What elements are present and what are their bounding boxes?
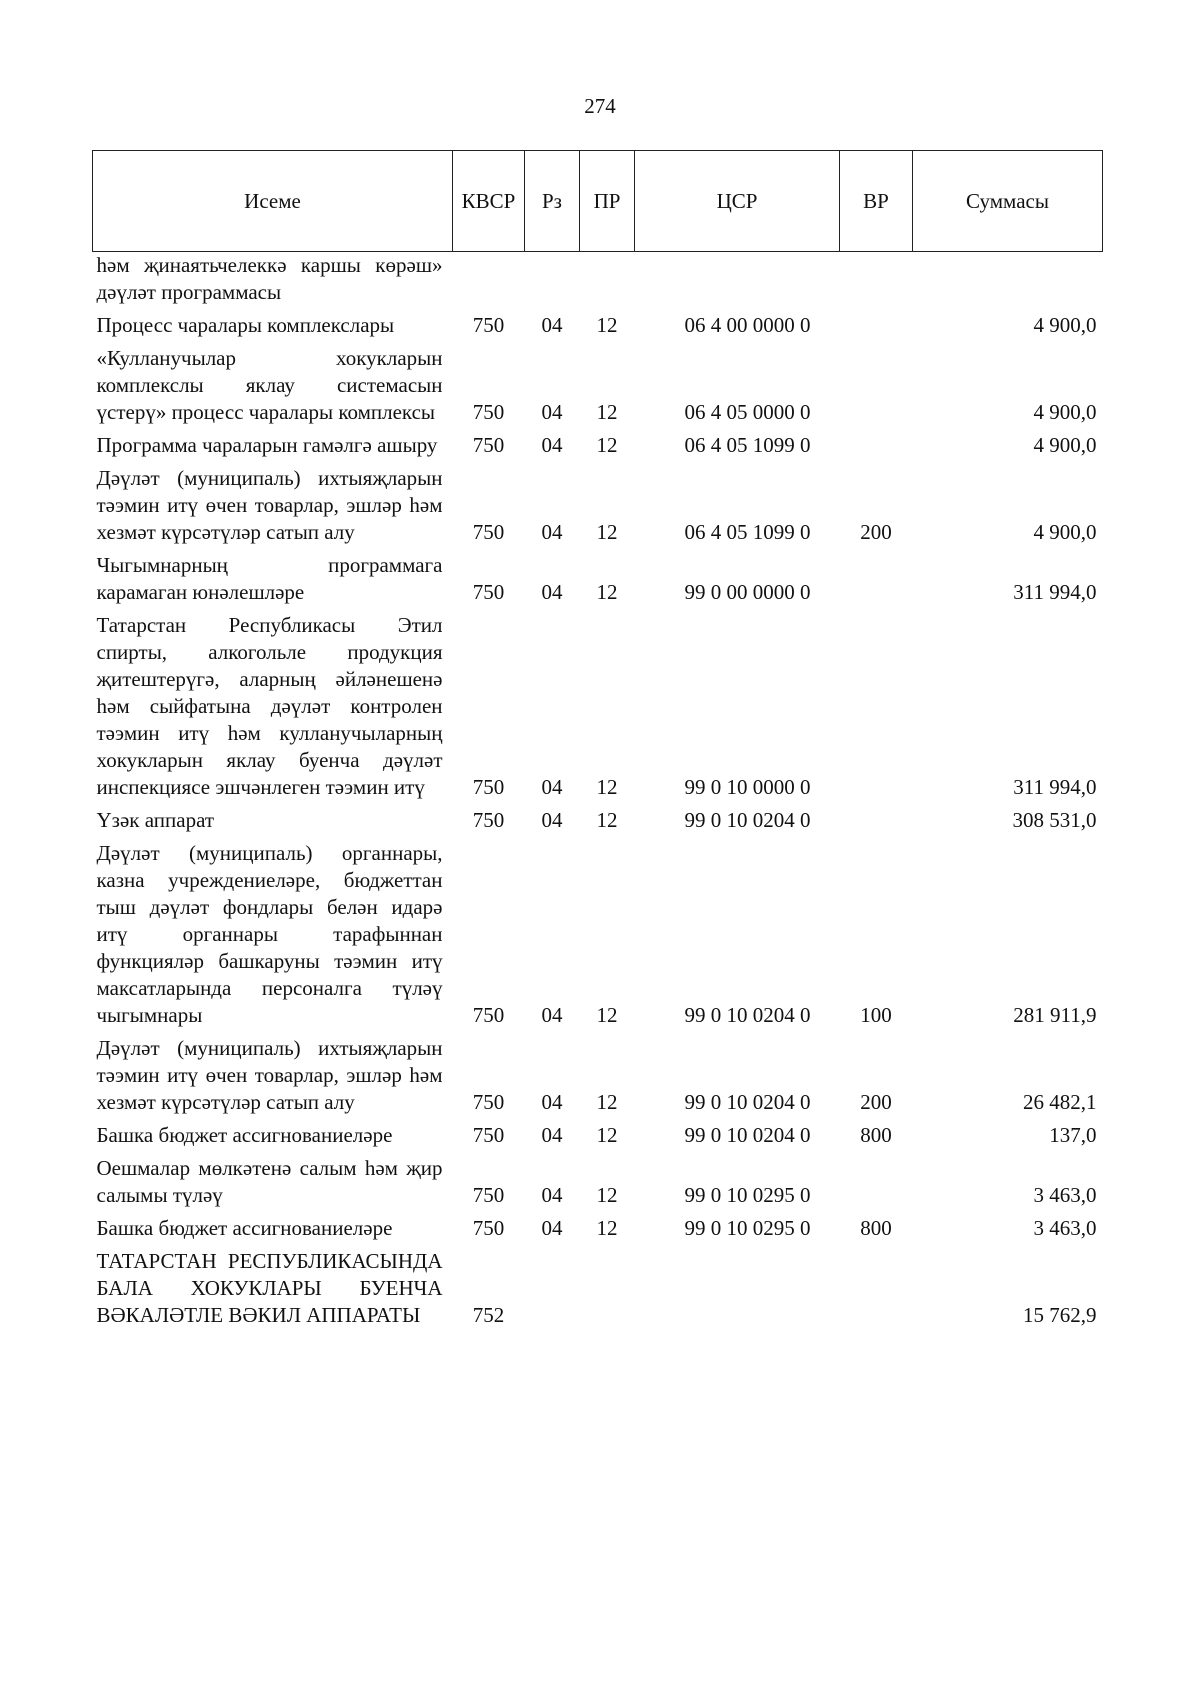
cell-rz: 04 bbox=[541, 775, 563, 799]
cell-vr bbox=[840, 342, 913, 429]
cell-name: «Кулланучылар хокукларын комплекслы яклау системасын үстерү» процесс чаралары комплексы bbox=[96, 346, 443, 424]
cell-vr bbox=[840, 309, 913, 342]
table-row bbox=[93, 429, 1103, 462]
cell-vr bbox=[840, 252, 913, 310]
cell-pr: 12 bbox=[596, 400, 618, 424]
cell-pr: 12 bbox=[596, 313, 618, 337]
table-row bbox=[93, 1152, 1103, 1212]
cell-name: Татарстан Республикасы Этил спирты, алкогольле продукция җитештерүгә, аларның әйләнешенә һәм сыйфатына дәүләт контролен тәэмин итү һәм кулланучыларның хокукларын яклау буенча дәүләт инспекциясе эшчәнлеген тәэмин итү bbox=[96, 613, 443, 799]
cell-vr: 800 bbox=[860, 1216, 892, 1240]
cell-vr bbox=[840, 549, 913, 609]
cell-csr: 99 0 10 0295 0 bbox=[684, 1216, 811, 1240]
cell-kvsr: 750 bbox=[472, 808, 505, 832]
cell-kvsr bbox=[453, 252, 525, 310]
table-row bbox=[93, 309, 1103, 342]
cell-sum: 15 762,9 bbox=[1023, 1303, 1097, 1327]
cell-csr: 06 4 00 0000 0 bbox=[684, 313, 811, 337]
cell-rz: 04 bbox=[541, 1216, 563, 1240]
cell-sum: 3 463,0 bbox=[1033, 1216, 1097, 1240]
cell-kvsr: 750 bbox=[472, 1216, 505, 1240]
cell-name: ТАТАРСТАН РЕСПУБЛИКАСЫНДА БАЛА ХОКУКЛАРЫ БУЕНЧА ВӘКАЛӘТЛЕ ВӘКИЛ АППАРАТЫ bbox=[96, 1249, 443, 1327]
table-row bbox=[93, 1119, 1103, 1152]
cell-sum: 4 900,0 bbox=[1033, 433, 1097, 457]
table-body bbox=[93, 252, 1103, 1333]
cell-vr bbox=[840, 804, 913, 837]
cell-kvsr: 750 bbox=[472, 433, 505, 457]
cell-name: Үзәк аппарат bbox=[96, 808, 215, 832]
cell-vr: 100 bbox=[860, 1003, 892, 1027]
cell-rz bbox=[525, 1245, 580, 1332]
cell-vr bbox=[840, 1245, 913, 1332]
cell-pr: 12 bbox=[596, 580, 618, 604]
budget-table bbox=[92, 150, 1103, 1332]
cell-csr bbox=[635, 252, 840, 310]
cell-vr bbox=[840, 609, 913, 804]
cell-pr bbox=[580, 252, 635, 310]
cell-vr: 200 bbox=[860, 1090, 892, 1114]
cell-rz: 04 bbox=[541, 1090, 563, 1114]
cell-csr: 99 0 10 0295 0 bbox=[684, 1183, 811, 1207]
cell-sum bbox=[913, 252, 1103, 310]
cell-name: Чыгымнарның программага карамаган юнәлешләре bbox=[96, 553, 443, 604]
cell-pr bbox=[580, 1245, 635, 1332]
cell-rz bbox=[525, 252, 580, 310]
cell-kvsr: 752 bbox=[472, 1303, 505, 1327]
cell-csr: 99 0 10 0204 0 bbox=[684, 808, 811, 832]
header-csr: ЦСР bbox=[635, 151, 840, 252]
cell-name: Дәүләт (муниципаль) органнары, казна учреждениеләре, бюджеттан тыш дәүләт фондлары белән идарә итү органнары тарафыннан функцияләр башкаруны тәэмин итү максатларында персоналга түләү чыгымнары bbox=[96, 841, 443, 1027]
cell-name: Оешмалар мөлкәтенә салым һәм җир салымы түләү bbox=[96, 1156, 443, 1207]
cell-rz: 04 bbox=[541, 400, 563, 424]
cell-sum: 4 900,0 bbox=[1033, 313, 1097, 337]
table-row bbox=[93, 342, 1103, 429]
cell-kvsr: 750 bbox=[472, 520, 505, 544]
cell-rz: 04 bbox=[541, 1183, 563, 1207]
cell-rz: 04 bbox=[541, 433, 563, 457]
cell-name: Башка бюджет ассигнованиеләре bbox=[96, 1216, 393, 1240]
cell-kvsr: 750 bbox=[472, 775, 505, 799]
cell-kvsr: 750 bbox=[472, 1090, 505, 1114]
cell-name: Процесс чаралары комплекслары bbox=[96, 313, 395, 337]
cell-pr: 12 bbox=[596, 1183, 618, 1207]
cell-sum: 4 900,0 bbox=[1033, 400, 1097, 424]
cell-name: Программа чараларын гамәлгә ашыру bbox=[96, 433, 438, 457]
cell-csr: 06 4 05 0000 0 bbox=[684, 400, 811, 424]
cell-pr: 12 bbox=[596, 775, 618, 799]
table-row bbox=[93, 252, 1103, 310]
table-row bbox=[93, 837, 1103, 1032]
cell-kvsr: 750 bbox=[472, 580, 505, 604]
cell-pr: 12 bbox=[596, 1003, 618, 1027]
cell-vr: 200 bbox=[860, 520, 892, 544]
cell-rz: 04 bbox=[541, 808, 563, 832]
cell-name: Дәүләт (муниципаль) ихтыяҗларын тәэмин итү өчен товарлар, эшләр һәм хезмәт күрсәтүләр сатып алу bbox=[96, 466, 443, 544]
header-kvsr: КВСР bbox=[453, 151, 525, 252]
page-number: 274 bbox=[584, 94, 616, 118]
cell-sum: 4 900,0 bbox=[1033, 520, 1097, 544]
cell-rz: 04 bbox=[541, 1123, 563, 1147]
cell-pr: 12 bbox=[596, 1216, 618, 1240]
cell-kvsr: 750 bbox=[472, 400, 505, 424]
cell-rz: 04 bbox=[541, 580, 563, 604]
cell-sum: 311 994,0 bbox=[1013, 775, 1097, 799]
cell-name: Дәүләт (муниципаль) ихтыяҗларын тәэмин итү өчен товарлар, эшләр һәм хезмәт күрсәтүләр сатып алу bbox=[96, 1036, 443, 1114]
cell-sum: 137,0 bbox=[1049, 1123, 1097, 1147]
cell-name: һәм җинаятьчелеккә каршы көрәш» дәүләт программасы bbox=[96, 253, 443, 304]
cell-csr: 99 0 10 0204 0 bbox=[684, 1090, 811, 1114]
table-row bbox=[93, 1212, 1103, 1245]
cell-kvsr: 750 bbox=[472, 1123, 505, 1147]
cell-csr bbox=[635, 1245, 840, 1332]
table-row bbox=[93, 1245, 1103, 1332]
table-row bbox=[93, 1032, 1103, 1119]
cell-pr: 12 bbox=[596, 433, 618, 457]
cell-kvsr: 750 bbox=[472, 1183, 505, 1207]
cell-csr: 99 0 10 0204 0 bbox=[684, 1123, 811, 1147]
cell-vr bbox=[840, 429, 913, 462]
cell-csr: 06 4 05 1099 0 bbox=[684, 433, 811, 457]
table-header bbox=[93, 151, 1103, 252]
cell-csr: 06 4 05 1099 0 bbox=[684, 520, 811, 544]
cell-rz: 04 bbox=[541, 313, 563, 337]
cell-sum: 308 531,0 bbox=[1012, 808, 1097, 832]
cell-sum: 3 463,0 bbox=[1033, 1183, 1097, 1207]
header-rz: Рз bbox=[525, 151, 580, 252]
cell-rz: 04 bbox=[541, 520, 563, 544]
header-sum: Суммасы bbox=[913, 151, 1103, 252]
cell-vr: 800 bbox=[860, 1123, 892, 1147]
cell-rz: 04 bbox=[541, 1003, 563, 1027]
cell-name: Башка бюджет ассигнованиеләре bbox=[96, 1123, 393, 1147]
cell-pr: 12 bbox=[596, 1123, 618, 1147]
table-row bbox=[93, 549, 1103, 609]
table-row bbox=[93, 804, 1103, 837]
header-vr: ВР bbox=[840, 151, 913, 252]
cell-csr: 99 0 00 0000 0 bbox=[684, 580, 811, 604]
cell-kvsr: 750 bbox=[472, 313, 505, 337]
cell-sum: 311 994,0 bbox=[1013, 580, 1097, 604]
table-row bbox=[93, 462, 1103, 549]
cell-pr: 12 bbox=[596, 520, 618, 544]
cell-vr bbox=[840, 1152, 913, 1212]
table-row bbox=[93, 609, 1103, 804]
cell-csr: 99 0 10 0204 0 bbox=[684, 1003, 811, 1027]
cell-pr: 12 bbox=[596, 808, 618, 832]
cell-sum: 281 911,9 bbox=[1013, 1003, 1097, 1027]
cell-sum: 26 482,1 bbox=[1023, 1090, 1097, 1114]
cell-csr: 99 0 10 0000 0 bbox=[684, 775, 811, 799]
header-pr: ПР bbox=[580, 151, 635, 252]
cell-pr: 12 bbox=[596, 1090, 618, 1114]
cell-kvsr: 750 bbox=[472, 1003, 505, 1027]
header-name: Исеме bbox=[93, 151, 453, 252]
